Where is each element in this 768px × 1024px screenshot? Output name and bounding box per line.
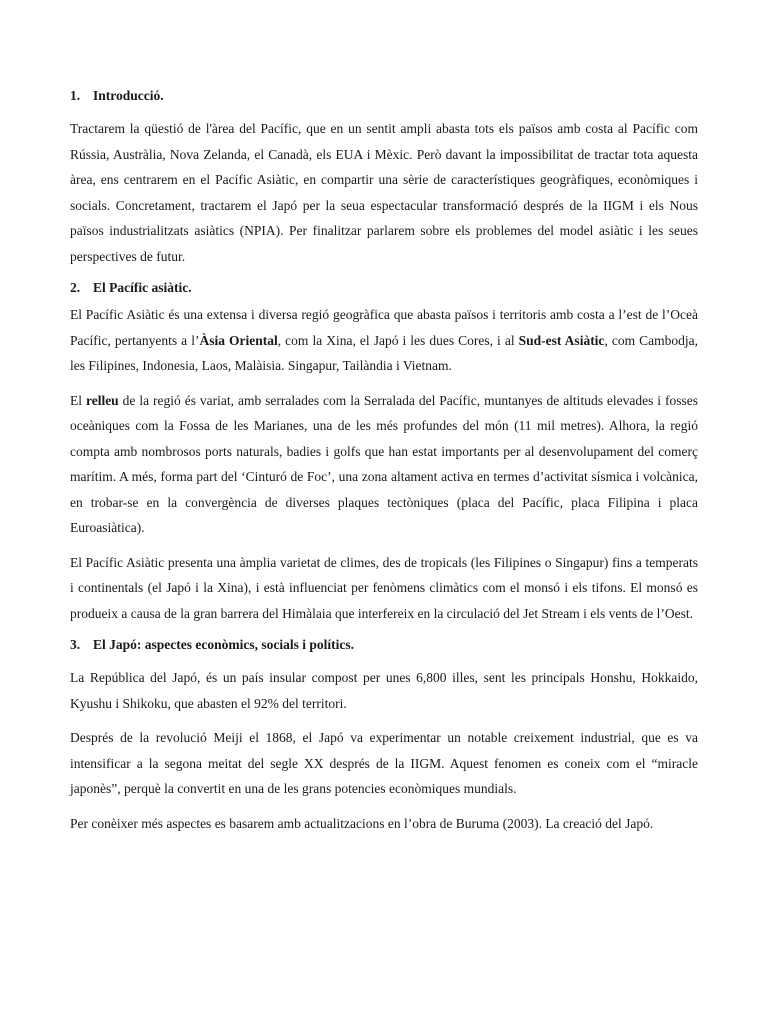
- paragraph: Després de la revolució Meiji el 1868, el Japó va experimentar un notable creixement industrial, que es va intensificar a la segona meitat del segle XX després de la IIGM. Aquest fenomen es coneix com el “miracle japonès”, perquè la convertit en una de les grans potencies econòmiques mundials.: [70, 730, 698, 796]
- section-number: 2.: [70, 280, 81, 295]
- section-heading: [70, 278, 698, 298]
- section-title: El Pacífic asiàtic.: [93, 280, 192, 295]
- section-heading: [70, 635, 698, 655]
- section-number: 1.: [70, 88, 81, 103]
- paragraph: El Pacífic Asiàtic presenta una àmplia varietat de climes, des de tropicals (les Filipines o Singapur) fins a temperats i continentals (el Japó i la Xina), i està influenciat per fenòmens climàtics com el monsó i els tifons. El monsó es produeix a causa de la gran barrera del Himàlaia que interfereix en la circulació del Jet Stream i els vents de l’Oest.: [70, 554, 698, 621]
- section-pacific-asiatic: [70, 278, 698, 626]
- section-introduccio: [70, 86, 698, 269]
- document-page: [70, 86, 698, 845]
- section-title: El Japó: aspectes econòmics, socials i polítics.: [93, 637, 354, 652]
- text-run: El: [70, 392, 86, 408]
- paragraph: La República del Japó, és un país insular compost per unes 6,800 illes, sent les principals Honshu, Hokkaido, Kyushu i Shikoku, que abasten el 92% del territori.: [70, 670, 698, 711]
- section-title: Introducció.: [93, 88, 164, 103]
- section-japo: [70, 635, 698, 836]
- paragraph: [70, 388, 698, 541]
- text-run: El Pacífic Asiàtic és una extensa i diversa regió geogràfica que abasta països i territoris amb costa a l’est de l’Oceà Pacífic, pertanyents a l’: [70, 307, 698, 348]
- paragraph: Per conèixer més aspectes es basarem amb actualitzacions en l’obra de Buruma (2003). La creació del Japó.: [70, 815, 654, 831]
- paragraph: Tractarem la qüestió de l'àrea del Pacífic, que en un sentit ampli abasta tots els països amb costa al Pacífic com Rússia, Austràlia, Nova Zelanda, el Canadà, els EUA i Mèxic. Però davant la impossibilitat de tractar tota aquesta àrea, ens centrarem en el Pacífic Asiàtic, en compartir una sèrie de característiques geogràfiques, econòmiques i socials. Concretament, tractarem el Japó per la seua espectacular transformació després de la IIGM i els Nous països industrialitzats asiàtics (NPIA). Per finalitzar parlarem sobre els problemes del model asiàtic i les seues perspectives de futur.: [70, 121, 698, 264]
- section-heading: [70, 86, 698, 106]
- bold-term: Sud-est Asiàtic: [518, 332, 605, 348]
- paragraph: [70, 302, 698, 379]
- bold-term: relleu: [85, 392, 119, 408]
- bold-term: Àsia Oriental: [199, 332, 278, 348]
- text-run: de la regió és variat, amb serralades com la Serralada del Pacífic, muntanyes de altituds elevades i fosses oceàniques com la Fossa de les Marianes, una de les més profundes del món (11 mil metres). Alhora, la regió compta amb nombrosos ports naturals, badies i golfs que han estat importants per al desenvolupament del comerç marítim. A més, forma part del ‘Cinturó de Foc’, una zona altament activa en termes d’activitat sísmica i volcànica, en trobar-se en la convergència de diverses plaques tectòniques (placa del Pacífic, placa Filipina i placa Euroasiàtica).: [70, 392, 698, 535]
- section-number: 3.: [70, 637, 81, 652]
- text-run: , com Cambodja, les Filipines, Indonesia, Laos, Malàisia. Singapur, Tailàndia i Vietnam.: [70, 332, 699, 373]
- text-run: , com la Xina, el Japó i les dues Cores, i al: [277, 332, 519, 348]
